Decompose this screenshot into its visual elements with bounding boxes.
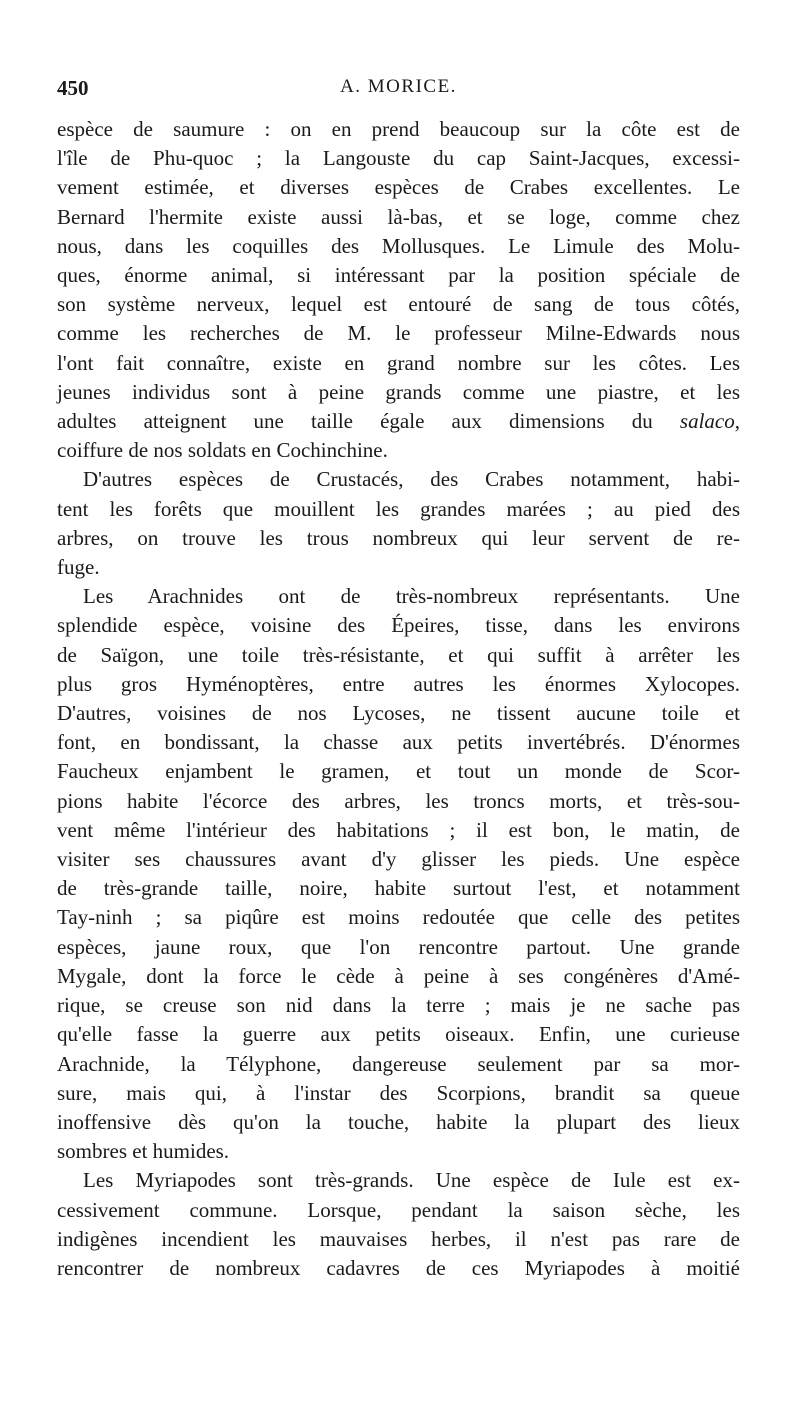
text-line: qu'elle fasse la guerre aux petits oiseaux. Enfin, une curieuse bbox=[57, 1022, 740, 1047]
text-line: son système nerveux, lequel est entouré de sang de tous côtés, bbox=[57, 292, 740, 317]
text-line: vent même l'intérieur des habitations ; il est bon, le matin, de bbox=[57, 817, 740, 842]
text-line: adultes atteignent une taille égale aux dimensions du salaco, bbox=[57, 409, 740, 434]
paragraph-1 bbox=[57, 115, 740, 465]
text-line: splendide espèce, voisine des Épeires, tisse, dans les environs bbox=[57, 613, 740, 638]
text-line: comme les recherches de M. le professeur Milne-Edwards nous bbox=[57, 321, 740, 346]
text-line: arbres, on trouve les trous nombreux qui leur servent de re- bbox=[57, 525, 740, 550]
text-line: Les Myriapodes sont très-grands. Une espèce de Iule est ex- bbox=[83, 1168, 740, 1193]
text-line: espèces, jaune roux, que l'on rencontre partout. Une grande bbox=[57, 934, 740, 959]
text-line: cessivement commune. Lorsque, pendant la saison sèche, les bbox=[57, 1197, 740, 1222]
text-line: Tay-ninh ; sa piqûre est moins redoutée que celle des petites bbox=[57, 905, 740, 930]
text-line: inoffensive dès qu'on la touche, habite la plupart des lieux bbox=[57, 1109, 740, 1134]
text-line: Mygale, dont la force le cède à peine à ses congénères d'Amé- bbox=[57, 963, 740, 988]
text-line: l'île de Phu-quoc ; la Langouste du cap Saint-Jacques, excessi- bbox=[57, 146, 740, 171]
text-line: Faucheux enjambent le gramen, et tout un monde de Scor- bbox=[57, 759, 740, 784]
text-line: visiter ses chaussures avant d'y glisser les pieds. Une espèce bbox=[57, 847, 740, 872]
text-line: sure, mais qui, à l'instar des Scorpions, brandit sa queue bbox=[57, 1080, 740, 1105]
text-line: rencontrer de nombreux cadavres de ces Myriapodes à moitié bbox=[57, 1255, 740, 1280]
text-line: vement estimée, et diverses espèces de Crabes excellentes. Le bbox=[57, 175, 740, 200]
text-line: fuge. bbox=[57, 555, 100, 580]
text-line: plus gros Hyménoptères, entre autres les énormes Xylocopes. bbox=[57, 671, 740, 696]
text-line: l'ont fait connaître, existe en grand nombre sur les côtes. Les bbox=[57, 350, 740, 375]
paragraph-3 bbox=[57, 582, 740, 1166]
text-line: D'autres, voisines de nos Lycoses, ne tissent aucune toile et bbox=[57, 701, 740, 726]
text-line: sombres et humides. bbox=[57, 1139, 230, 1164]
text-line: ques, énorme animal, si intéressant par la position spéciale de bbox=[57, 263, 740, 288]
text-line: coiffure de nos soldats en Cochinchine. bbox=[57, 438, 388, 463]
text-line: espèce de saumure : on en prend beaucoup sur la côte est de bbox=[57, 117, 740, 141]
page-number: 450 bbox=[57, 76, 89, 100]
paragraph-2 bbox=[57, 465, 740, 582]
paragraph-4 bbox=[57, 1166, 740, 1283]
text-line: D'autres espèces de Crustacés, des Crabes notamment, habi- bbox=[83, 467, 740, 492]
text-line: Arachnide, la Télyphone, dangereuse seulement par sa mor- bbox=[57, 1051, 740, 1076]
text-line: de Saïgon, une toile très-résistante, et qui suffit à arrêter les bbox=[57, 642, 740, 667]
text-line: font, en bondissant, la chasse aux petits invertébrés. D'énormes bbox=[57, 730, 740, 755]
text-line: tent les forêts que mouillent les grandes marées ; au pied des bbox=[57, 496, 740, 521]
text-line: pions habite l'écorce des arbres, les troncs morts, et très-sou- bbox=[57, 788, 740, 813]
text-line: Les Arachnides ont de très-nombreux représentants. Une bbox=[83, 584, 740, 609]
text-line: Bernard l'hermite existe aussi là-bas, et se loge, comme chez bbox=[57, 204, 740, 229]
text-line: jeunes individus sont à peine grands comme une piastre, et les bbox=[57, 379, 740, 404]
running-head: A. MORICE. bbox=[340, 76, 457, 97]
text-line: indigènes incendient les mauvaises herbes, il n'est pas rare de bbox=[57, 1226, 740, 1251]
text-line: nous, dans les coquilles des Mollusques. Le Limule des Molu- bbox=[57, 233, 740, 258]
body-text bbox=[57, 115, 740, 1283]
page-header bbox=[57, 76, 740, 106]
text-line: de très-grande taille, noire, habite surtout l'est, et notamment bbox=[57, 876, 740, 901]
text-line: rique, se creuse son nid dans la terre ; mais je ne sache pas bbox=[57, 993, 740, 1018]
